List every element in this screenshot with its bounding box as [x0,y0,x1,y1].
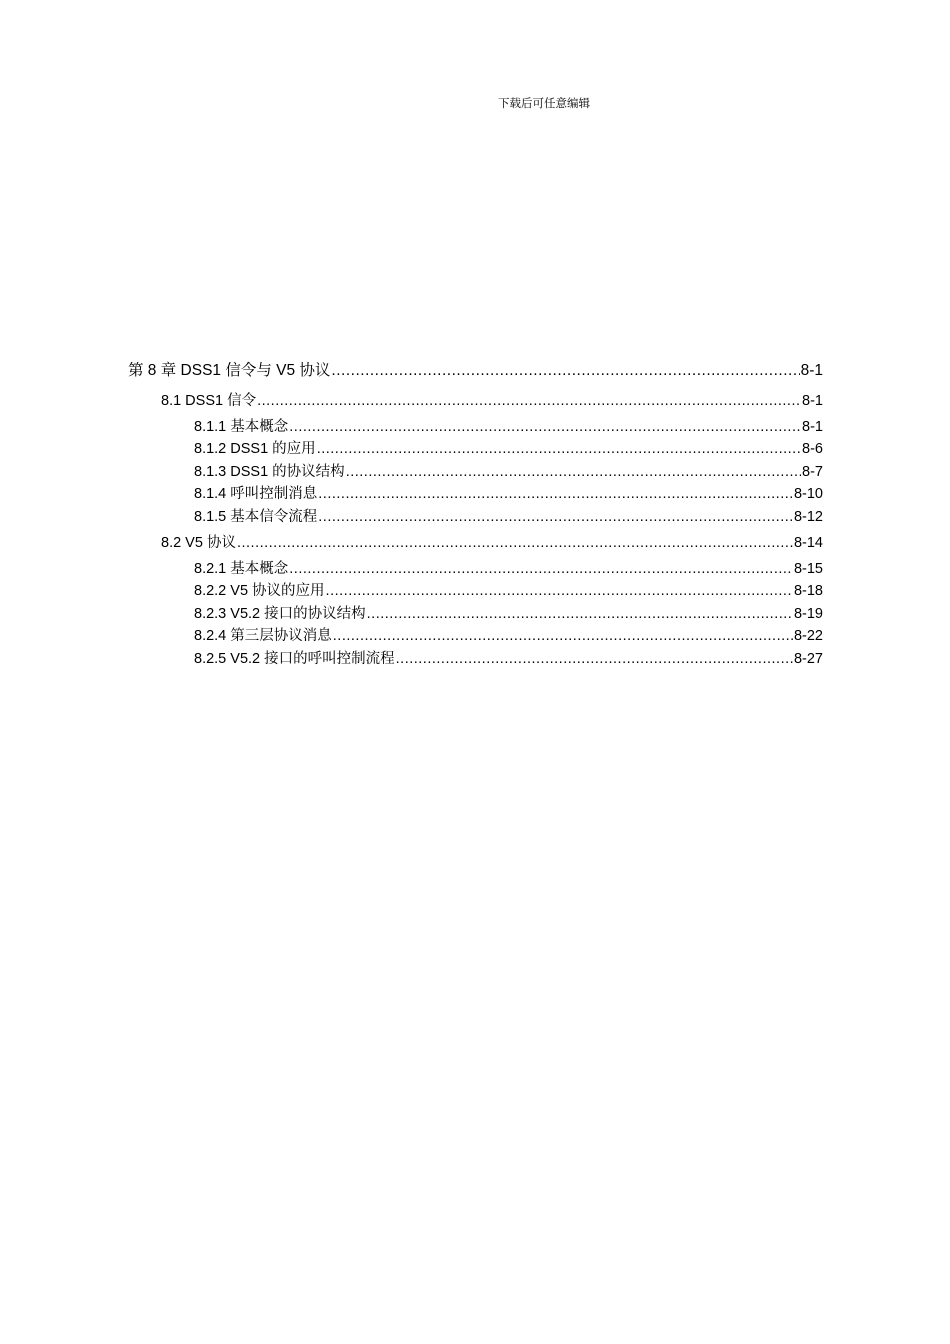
toc-dot-leader [318,485,793,503]
toc-entry-chapter-8[interactable] [128,362,823,380]
header-note: 下载后可任意编辑 [498,96,590,110]
toc-dot-leader [326,582,793,600]
toc-entry-section-8-1-2[interactable] [194,440,823,458]
toc-entry-title: 8.1.3 DSS1 的协议结构 [194,464,345,480]
toc-entry-section-8-1-5[interactable] [194,508,823,526]
toc-entry-page: 8-10 [793,486,823,502]
toc-entry-page: 8-12 [793,509,823,525]
toc-entry-section-8-1-4[interactable] [194,485,823,503]
toc-entry-page: 8-15 [793,561,823,577]
toc-dot-leader [318,508,793,526]
toc-entry-title: 8.2.1 基本概念 [194,561,289,577]
toc-entry-section-8-2-2[interactable] [194,582,823,600]
toc-entry-title: 第 8 章 DSS1 信令与 V5 协议 [128,362,331,379]
toc-entry-title: 8.2.2 V5 协议的应用 [194,583,325,599]
toc-dot-leader [396,650,793,668]
toc-entry-section-8-2-3[interactable] [194,605,823,623]
toc-entry-page: 8-1 [802,393,823,409]
toc-entry-page: 8-18 [793,583,823,599]
toc-dot-leader [346,463,801,481]
toc-dot-leader [331,362,799,380]
toc-entry-page: 8-6 [802,441,823,457]
toc-entry-page: 8-19 [793,606,823,622]
toc-entry-title: 8.2.3 V5.2 接口的协议结构 [194,606,366,622]
toc-entry-section-8-2-4[interactable] [194,627,823,645]
toc-entry-page: 8-1 [800,362,823,379]
toc-entry-section-8-2[interactable] [161,534,823,552]
toc-entry-section-8-1-3[interactable] [194,463,823,481]
toc-dot-leader [289,560,793,578]
toc-entry-title: 8.1.2 DSS1 的应用 [194,441,316,457]
toc-dot-leader [317,440,801,458]
toc-entry-section-8-1[interactable] [161,392,823,410]
toc-entry-title: 8.2.5 V5.2 接口的呼叫控制流程 [194,651,395,667]
toc-entry-page: 8-7 [802,464,823,480]
toc-entry-page: 8-22 [793,628,823,644]
toc-dot-leader [257,392,801,410]
toc-dot-leader [237,534,793,552]
toc-entry-section-8-2-1[interactable] [194,560,823,578]
toc-entry-title: 8.1.4 呼叫控制消息 [194,486,318,502]
toc-entry-title: 8.1 DSS1 信令 [161,393,257,409]
toc-entry-page: 8-1 [802,419,823,435]
toc-entry-section-8-1-1[interactable] [194,418,823,436]
toc-entry-title: 8.1.1 基本概念 [194,419,289,435]
toc-entry-title: 8.1.5 基本信令流程 [194,509,318,525]
toc-dot-leader [289,418,801,436]
toc-entry-title: 8.2.4 第三层协议消息 [194,628,332,644]
toc-entry-title: 8.2 V5 协议 [161,535,236,551]
toc-entry-section-8-2-5[interactable] [194,650,823,668]
toc-entry-page: 8-14 [793,535,823,551]
toc-dot-leader [367,605,793,623]
toc-entry-page: 8-27 [793,651,823,667]
toc-dot-leader [333,627,793,645]
